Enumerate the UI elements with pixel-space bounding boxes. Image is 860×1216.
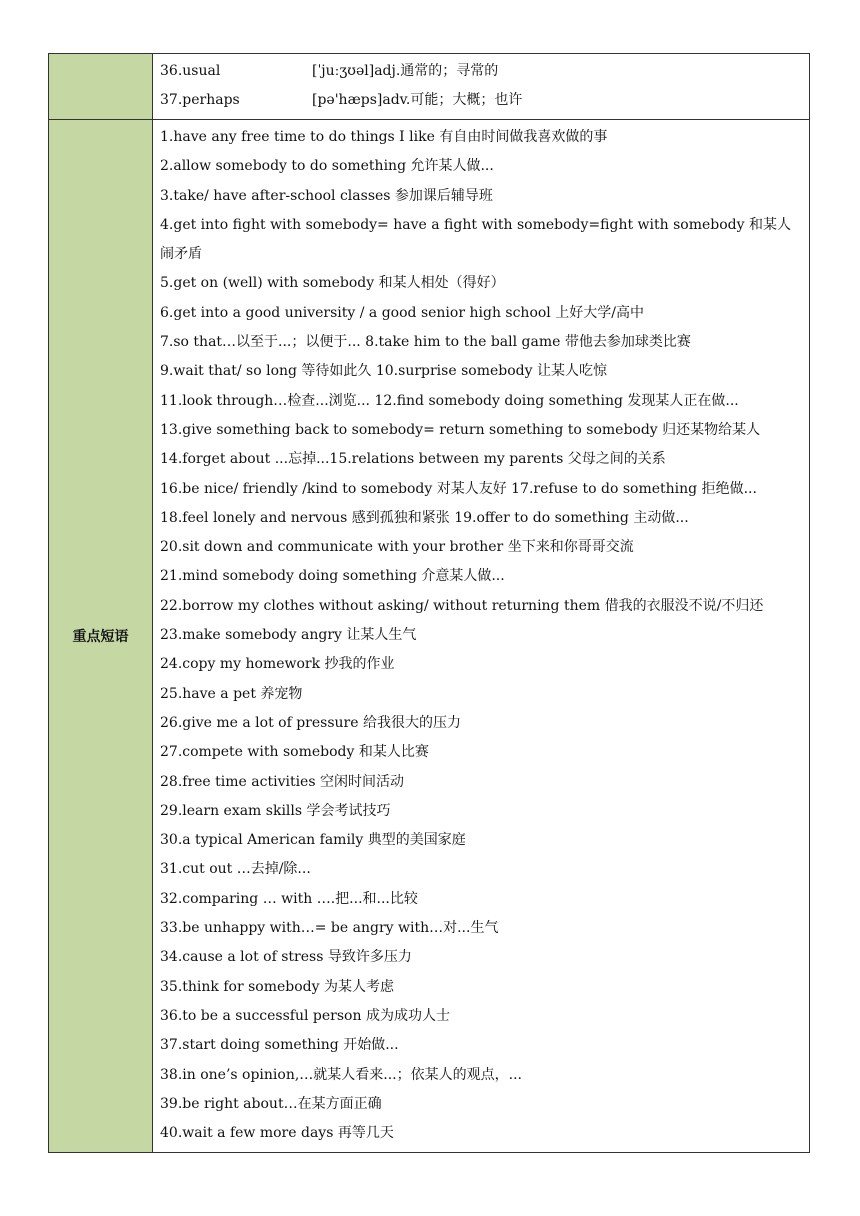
phrase-item: 28.free time activities 空闲时间活动 bbox=[160, 773, 404, 790]
phrase-item: 23.make somebody angry 让某人生气 bbox=[160, 627, 417, 644]
vocab-entry bbox=[160, 86, 803, 115]
phrase-item: 30.a typical American family 典型的美国家庭 bbox=[160, 832, 466, 849]
phrase-item: 40.wait a few more days 再等几天 bbox=[160, 1125, 394, 1142]
phrase-item: 9.wait that/ so long 等待如此久 10.surprise somebody 让某人吃惊 bbox=[160, 363, 607, 380]
phrase-item: 14.forget about ...忘掉...15.relations between my parents 父母之间的关系 bbox=[160, 451, 666, 468]
phrases-row bbox=[49, 120, 810, 1153]
phrase-item: 35.think for somebody 为某人考虑 bbox=[160, 978, 394, 995]
phrase-item: 39.be right about…在某方面正确 bbox=[160, 1095, 382, 1112]
phrase-item: 37.start doing something 开始做... bbox=[160, 1037, 399, 1054]
phrase-item: 4.get into fight with somebody= have a fight with somebody=fight with somebody 和某人闹矛盾 bbox=[160, 216, 791, 263]
phrase-item: 18.feel lonely and nervous 感到孤独和紧张 19.offer to do something 主动做... bbox=[160, 509, 689, 526]
vocab-section-label-cell bbox=[49, 54, 153, 120]
phrases-cell bbox=[153, 120, 810, 1153]
phrase-item: 21.mind somebody doing something 介意某人做... bbox=[160, 568, 505, 585]
notes-table bbox=[48, 53, 810, 1153]
phrase-item: 26.give me a lot of pressure 给我很大的压力 bbox=[160, 714, 461, 731]
phrase-item: 20.sit down and communicate with your brother 坐下来和你哥哥交流 bbox=[160, 539, 634, 556]
phrase-item: 36.to be a successful person 成为成功人士 bbox=[160, 1007, 450, 1024]
vocab-row bbox=[49, 54, 810, 120]
phrase-item: 22.borrow my clothes without asking/ without returning them 借我的衣服没不说/不归还 bbox=[160, 597, 764, 614]
phrase-item: 11.look through…检查...浏览... 12.find somebody doing something 发现某人正在做... bbox=[160, 392, 739, 409]
phrase-item: 38.in one’s opinion,…就某人看来...；依某人的观点，... bbox=[160, 1066, 522, 1083]
phrase-item: 3.take/ have after-school classes 参加课后辅导班 bbox=[160, 187, 493, 204]
vocab-definition: [ˈjuːʒʊəl]adj.通常的；寻常的 bbox=[312, 63, 499, 79]
phrase-item: 29.learn exam skills 学会考试技巧 bbox=[160, 802, 391, 819]
vocab-word: 37.perhaps bbox=[160, 92, 240, 108]
phrase-item: 24.copy my homework 抄我的作业 bbox=[160, 656, 395, 673]
vocabulary-table bbox=[48, 53, 810, 1153]
phrase-item: 16.be nice/ friendly /kind to somebody 对某人友好 17.refuse to do something 拒绝做... bbox=[160, 480, 757, 497]
phrase-item: 31.cut out …去掉/除... bbox=[160, 861, 311, 878]
phrase-item: 6.get into a good university / a good senior high school 上好大学/高中 bbox=[160, 304, 644, 321]
phrase-item: 27.compete with somebody 和某人比赛 bbox=[160, 744, 429, 761]
phrase-item: 25.have a pet 养宠物 bbox=[160, 685, 303, 702]
phrase-item: 1.have any free time to do things I like 有自由时间做我喜欢做的事 bbox=[160, 129, 608, 145]
phrase-item: 33.be unhappy with…= be angry with…对...生气 bbox=[160, 920, 499, 937]
vocab-word: 36.usual bbox=[160, 63, 221, 79]
phrase-item: 5.get on (well) with somebody 和某人相处（得好） bbox=[160, 275, 505, 292]
phrase-item: 7.so that…以至于...；以便于... 8.take him to the ball game 带他去参加球类比赛 bbox=[160, 334, 691, 351]
phrase-item: 13.give something back to somebody= return something to somebody 归还某物给某人 bbox=[160, 421, 761, 438]
vocab-entry bbox=[160, 57, 803, 86]
phrase-list bbox=[160, 123, 803, 1148]
vocab-cell bbox=[153, 54, 810, 120]
phrase-item: 32.comparing … with ….把...和...比较 bbox=[160, 890, 418, 907]
vocab-definition: [pə'hæps]adv.可能；大概；也许 bbox=[312, 92, 523, 108]
phrase-item: 2.allow somebody to do something 允许某人做... bbox=[160, 158, 494, 175]
phrase-item: 34.cause a lot of stress 导致许多压力 bbox=[160, 949, 412, 966]
phrases-section-label: 重点短语 bbox=[49, 120, 153, 1153]
